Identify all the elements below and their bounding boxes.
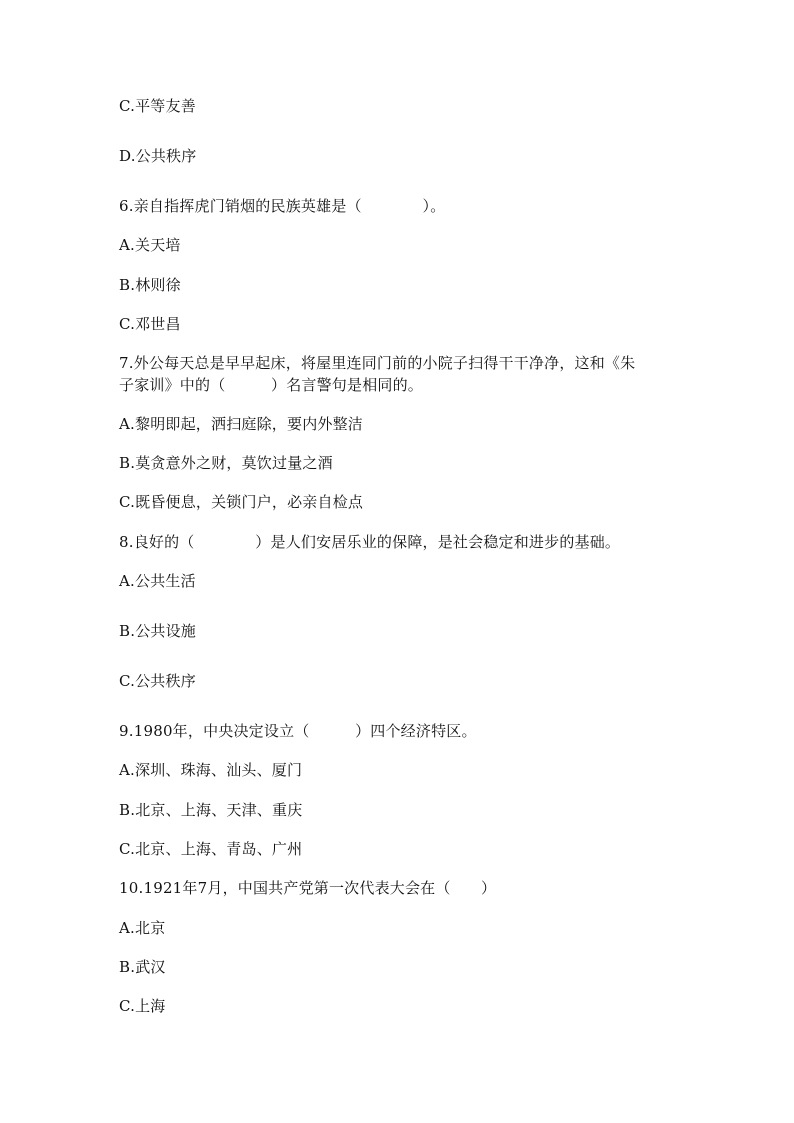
option-8a: A.公共生活 <box>119 572 196 590</box>
question-9: 9.1980年，中央决定设立（ ）四个经济特区。 <box>119 722 477 740</box>
question-8: 8.良好的（ ）是人们安居乐业的保障，是社会稳定和进步的基础。 <box>119 533 621 551</box>
option-7a: A.黎明即起，洒扫庭除，要内外整洁 <box>119 415 364 433</box>
option-6b: B.林则徐 <box>119 276 181 294</box>
option-9b: B.北京、上海、天津、重庆 <box>119 801 303 819</box>
option-5c: C.平等友善 <box>119 97 196 115</box>
question-7-line-2: 子家训》中的（ ）名言警句是相同的。 <box>119 376 424 394</box>
option-9c: C.北京、上海、青岛、广州 <box>119 840 303 858</box>
question-7-line-1: 7.外公每天总是早早起床，将屋里连同门前的小院子扫得干干净净，这和《朱 <box>119 354 636 372</box>
option-9a: A.深圳、珠海、汕头、厦门 <box>119 761 303 779</box>
option-6a: A.关天培 <box>119 236 181 254</box>
option-5d: D.公共秩序 <box>119 147 197 165</box>
option-8b: B.公共设施 <box>119 622 196 640</box>
option-10c: C.上海 <box>119 997 166 1015</box>
question-10: 10.1921年7月，中国共产党第一次代表大会在（ ） <box>119 879 497 897</box>
option-7c: C.既昏便息，关锁门户，必亲自检点 <box>119 493 364 511</box>
question-6: 6.亲自指挥虎门销烟的民族英雄是（ ）。 <box>119 197 446 215</box>
option-8c: C.公共秩序 <box>119 672 196 690</box>
option-10a: A.北京 <box>119 919 166 937</box>
option-6c: C.邓世昌 <box>119 315 181 333</box>
option-7b: B.莫贪意外之财，莫饮过量之酒 <box>119 454 333 472</box>
option-10b: B.武汉 <box>119 958 166 976</box>
